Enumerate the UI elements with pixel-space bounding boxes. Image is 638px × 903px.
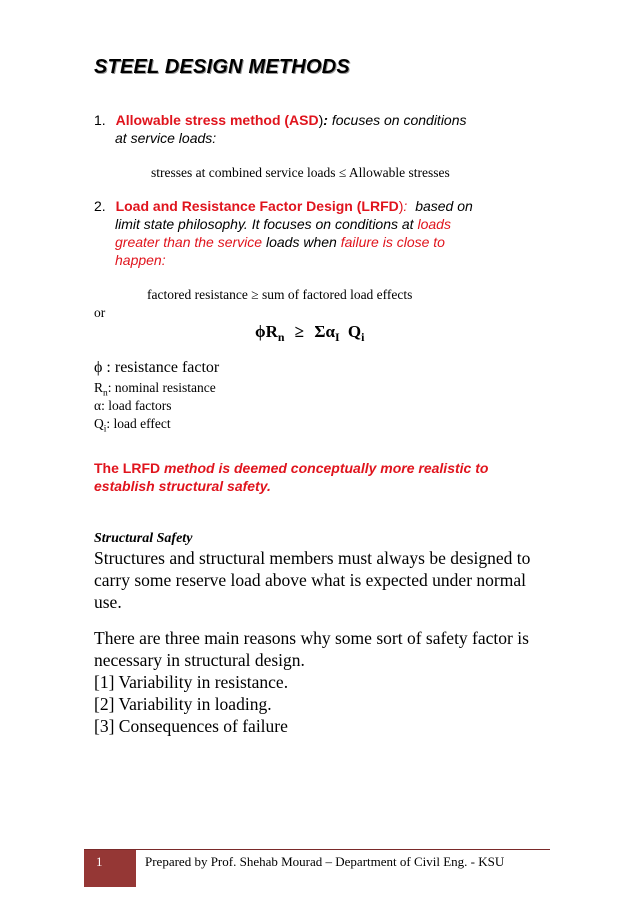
asd-desc-line-1: focuses on conditions [331,112,467,128]
para1-line-3: use. [94,592,122,612]
para1-line-1: Structures and structural members must always be designed to [94,548,531,568]
lrfd-line-1 [94,198,473,214]
phi-symbol: ϕ [255,322,266,341]
page-number: 1 [96,854,103,869]
reason-1: [1] Variability in resistance. [94,672,289,692]
structural-safety-heading: Structural Safety [94,531,193,546]
asd-close-paren: ) [318,112,324,128]
lrfd-desc-line-3b: loads when [265,234,337,250]
def-qi-rest: : load effect [106,416,171,431]
asd-colon: : [323,112,328,128]
page-title: STEEL DESIGN METHODS [94,56,350,78]
conclusion-line-2: establish structural safety. [94,478,271,494]
footer-divider [84,849,550,850]
main-equation [255,322,365,345]
def-phi: ϕ : resistance factor [94,359,220,376]
lrfd-close-paren: ) [398,198,404,214]
lrfd-name: Load and Resistance Factor Design (LRFD [115,198,399,214]
lrfd-red-3: failure is close to [340,234,445,250]
lrfd-formula: factored resistance ≥ sum of factored load effects [147,287,413,302]
sum-symbol: Σ [314,322,326,341]
eq-Q: Q [347,322,362,341]
para2-line-1: There are three main reasons why some sort of safety factor is [94,628,529,648]
lrfd-line-2 [115,216,451,232]
lrfd-number: 2. [94,198,106,214]
asd-number: 1. [94,112,106,128]
def-alpha: α: load factors [94,398,172,413]
def-rn-sub: n [103,388,108,399]
conclusion-line-1 [94,460,488,476]
def-qi-Q: Q [94,416,104,431]
footer-text: Prepared by Prof. Shehab Mourad – Department of Civil Eng. - KSU [145,854,505,869]
def-qi [94,416,171,435]
asd-formula: stresses at combined service loads ≤ Allowable stresses [151,165,450,180]
lrfd-red-4: happen: [115,252,166,268]
alpha-symbol: α [325,322,335,341]
eq-i-sub-1: I [334,330,340,345]
geq-symbol: ≥ [294,322,305,341]
def-rn-rest: : nominal resistance [107,380,216,395]
asd-name: Allowable stress method (ASD [115,112,319,128]
asd-line-1 [94,112,467,128]
lrfd-desc-line-1: based on [415,198,473,214]
lrfd-line-3 [115,234,445,250]
lrfd-red-1: loads [417,216,451,232]
asd-desc-line-2: at service loads: [115,130,217,146]
para1-line-2: carry some reserve load above what is expected under normal [94,570,526,590]
def-rn [94,380,216,399]
lrfd-colon: : [403,198,408,214]
or-label: or [94,305,106,320]
lrfd-desc-line-2: limit state philosophy. It focuses on conditions at [115,216,414,232]
def-qi-sub: i [103,424,107,435]
def-rn-R: R [94,380,104,395]
conclusion-part-1: The LRFD [94,460,161,476]
eq-i-sub-2: i [361,330,365,345]
reason-3: [3] Consequences of failure [94,716,288,736]
eq-n-sub: n [277,330,285,345]
lrfd-red-2: greater than the service [115,234,263,250]
para2-line-2: necessary in structural design. [94,650,305,670]
reason-2: [2] Variability in loading. [94,694,272,714]
conclusion-part-2: method is deemed conceptually more realistic to [164,460,489,476]
page-number-box [84,850,136,887]
eq-R: R [265,322,278,341]
